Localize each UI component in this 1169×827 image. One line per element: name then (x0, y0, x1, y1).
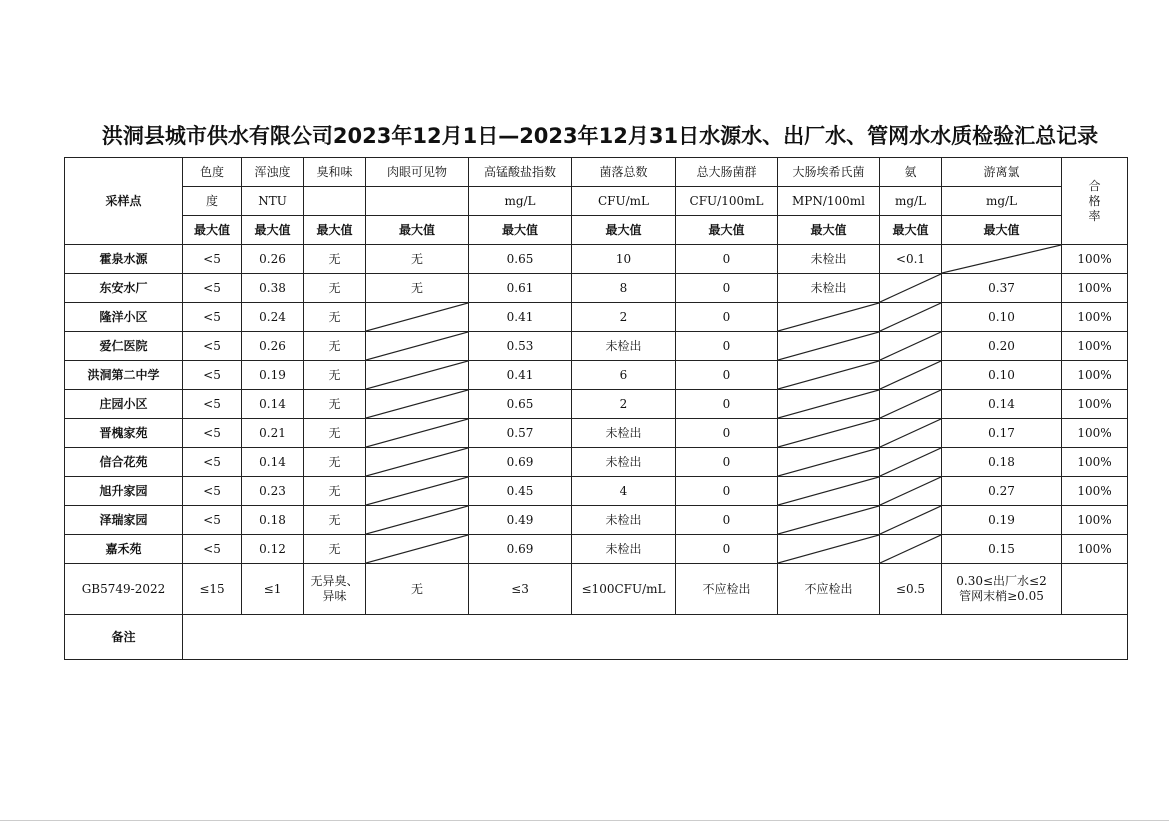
cell-coliform: 0 (676, 361, 778, 390)
not-applicable-cell (778, 535, 880, 564)
standard-permanganate: ≤3 (469, 564, 572, 615)
cell-chlorine: 0.18 (942, 448, 1062, 477)
diagonal-slash (880, 535, 941, 563)
cell-coliform: 0 (676, 390, 778, 419)
cell-turbidity: 0.18 (242, 506, 304, 535)
diagonal-slash (778, 303, 879, 331)
site-name: 旭升家园 (65, 477, 183, 506)
pass-rate: 100% (1062, 274, 1128, 303)
cell-permanganate: 0.49 (469, 506, 572, 535)
cell-colony: 未检出 (572, 419, 676, 448)
not-applicable-cell (880, 448, 942, 477)
pass-rate: 100% (1062, 506, 1128, 535)
site-header: 采样点 (65, 158, 183, 245)
cell-ecoli: 未检出 (778, 274, 880, 303)
cell-color: <5 (183, 303, 242, 332)
cell-chlorine: 0.15 (942, 535, 1062, 564)
site-name: 泽瑞家园 (65, 506, 183, 535)
param-unit: CFU/mL (572, 187, 676, 216)
diagonal-slash (880, 303, 941, 331)
cell-coliform: 0 (676, 477, 778, 506)
pass-rate: 100% (1062, 303, 1128, 332)
param-unit (304, 187, 366, 216)
not-applicable-cell (778, 419, 880, 448)
note-value (183, 615, 1128, 660)
page-title: 洪洞县城市供水有限公司2023年12月1日—2023年12月31日水源水、出厂水、管网水水质检验汇总记录 (101, 124, 1099, 148)
rate-header-char: 合 (1088, 178, 1101, 193)
param-stat: 最大值 (304, 216, 366, 245)
diagonal-slash (366, 535, 468, 563)
standard-turbidity: ≤1 (242, 564, 304, 615)
param-stat: 最大值 (183, 216, 242, 245)
note-label: 备注 (65, 615, 183, 660)
cell-chlorine: 0.10 (942, 303, 1062, 332)
diagonal-slash (778, 448, 879, 476)
cell-color: <5 (183, 419, 242, 448)
diagonal-slash (366, 506, 468, 534)
cell-turbidity: 0.12 (242, 535, 304, 564)
cell-coliform: 0 (676, 303, 778, 332)
diagonal-slash (880, 448, 941, 476)
standard-odor: 无异臭、异味 (304, 564, 366, 615)
diagonal-slash (880, 477, 941, 505)
diagonal-slash (778, 535, 879, 563)
standard-colony: ≤100CFU/mL (572, 564, 676, 615)
not-applicable-cell (366, 419, 469, 448)
cell-colony: 未检出 (572, 506, 676, 535)
cell-permanganate: 0.61 (469, 274, 572, 303)
cell-colony: 10 (572, 245, 676, 274)
pass-rate: 100% (1062, 477, 1128, 506)
diagonal-slash (880, 390, 941, 418)
diagonal-slash (366, 361, 468, 389)
cell-odor: 无 (304, 448, 366, 477)
site-name: 嘉禾苑 (65, 535, 183, 564)
param-name: 大肠埃希氏菌 (778, 158, 880, 187)
cell-permanganate: 0.69 (469, 448, 572, 477)
param-name: 浑浊度 (242, 158, 304, 187)
site-name: 隆洋小区 (65, 303, 183, 332)
not-applicable-cell (778, 332, 880, 361)
param-stat: 最大值 (942, 216, 1062, 245)
diagonal-slash (880, 332, 941, 360)
not-applicable-cell (366, 477, 469, 506)
not-applicable-cell (880, 535, 942, 564)
cell-color: <5 (183, 390, 242, 419)
param-stat: 最大值 (366, 216, 469, 245)
table-row (65, 448, 1128, 477)
diagonal-slash (880, 506, 941, 534)
cell-turbidity: 0.19 (242, 361, 304, 390)
cell-chlorine: 0.27 (942, 477, 1062, 506)
cell-permanganate: 0.53 (469, 332, 572, 361)
cell-odor: 无 (304, 419, 366, 448)
not-applicable-cell (942, 245, 1062, 274)
not-applicable-cell (778, 303, 880, 332)
note-row (65, 615, 1128, 660)
cell-color: <5 (183, 361, 242, 390)
table-row (65, 419, 1128, 448)
not-applicable-cell (880, 390, 942, 419)
cell-permanganate: 0.65 (469, 245, 572, 274)
not-applicable-cell (366, 448, 469, 477)
cell-odor: 无 (304, 477, 366, 506)
param-name: 肉眼可见物 (366, 158, 469, 187)
param-unit: 度 (183, 187, 242, 216)
table-row (65, 390, 1128, 419)
cell-odor: 无 (304, 303, 366, 332)
cell-colony: 8 (572, 274, 676, 303)
pass-rate: 100% (1062, 535, 1128, 564)
param-unit: CFU/100mL (676, 187, 778, 216)
cell-ammonia: <0.1 (880, 245, 942, 274)
cell-odor: 无 (304, 535, 366, 564)
site-name: 洪洞第二中学 (65, 361, 183, 390)
diagonal-slash (778, 332, 879, 360)
param-stat: 最大值 (676, 216, 778, 245)
diagonal-slash (880, 361, 941, 389)
cell-chlorine: 0.37 (942, 274, 1062, 303)
scan-edge-line (0, 820, 1169, 821)
cell-odor: 无 (304, 245, 366, 274)
cell-permanganate: 0.45 (469, 477, 572, 506)
param-unit (366, 187, 469, 216)
table-row (65, 361, 1128, 390)
not-applicable-cell (880, 332, 942, 361)
cell-coliform: 0 (676, 506, 778, 535)
cell-chlorine: 0.14 (942, 390, 1062, 419)
pass-rate: 100% (1062, 448, 1128, 477)
standard-row (65, 564, 1128, 615)
cell-ecoli: 未检出 (778, 245, 880, 274)
header-row-stat (65, 216, 1128, 245)
site-name: 信合花苑 (65, 448, 183, 477)
standard-coliform: 不应检出 (676, 564, 778, 615)
cell-permanganate: 0.65 (469, 390, 572, 419)
cell-coliform: 0 (676, 274, 778, 303)
site-name: 东安水厂 (65, 274, 183, 303)
not-applicable-cell (366, 303, 469, 332)
cell-chlorine: 0.17 (942, 419, 1062, 448)
not-applicable-cell (778, 477, 880, 506)
not-applicable-cell (366, 332, 469, 361)
cell-coliform: 0 (676, 448, 778, 477)
not-applicable-cell (880, 361, 942, 390)
rate-header (1062, 158, 1128, 245)
cell-chlorine: 0.20 (942, 332, 1062, 361)
pass-rate: 100% (1062, 390, 1128, 419)
diagonal-slash (366, 419, 468, 447)
not-applicable-cell (778, 390, 880, 419)
param-unit: MPN/100ml (778, 187, 880, 216)
pass-rate: 100% (1062, 245, 1128, 274)
cell-odor: 无 (304, 506, 366, 535)
param-unit: mg/L (469, 187, 572, 216)
cell-odor: 无 (304, 361, 366, 390)
cell-permanganate: 0.41 (469, 361, 572, 390)
cell-coliform: 0 (676, 332, 778, 361)
diagonal-slash (942, 245, 1061, 273)
param-name: 色度 (183, 158, 242, 187)
param-unit: NTU (242, 187, 304, 216)
table-row (65, 274, 1128, 303)
standard-chlorine-line: 管网末梢≥0.05 (959, 589, 1044, 603)
standard-rate (1062, 564, 1128, 615)
diagonal-slash (778, 419, 879, 447)
cell-turbidity: 0.26 (242, 245, 304, 274)
cell-color: <5 (183, 506, 242, 535)
diagonal-slash (366, 448, 468, 476)
not-applicable-cell (366, 506, 469, 535)
not-applicable-cell (366, 361, 469, 390)
cell-visible: 无 (366, 245, 469, 274)
table-row (65, 332, 1128, 361)
cell-odor: 无 (304, 274, 366, 303)
param-stat: 最大值 (469, 216, 572, 245)
not-applicable-cell (778, 361, 880, 390)
param-name: 氨 (880, 158, 942, 187)
header-row-units (65, 187, 1128, 216)
site-name: 爱仁医院 (65, 332, 183, 361)
rate-header-char: 格 (1088, 193, 1101, 208)
not-applicable-cell (880, 419, 942, 448)
cell-coliform: 0 (676, 419, 778, 448)
table-row (65, 477, 1128, 506)
cell-coliform: 0 (676, 245, 778, 274)
param-stat: 最大值 (778, 216, 880, 245)
table-row (65, 506, 1128, 535)
cell-turbidity: 0.38 (242, 274, 304, 303)
water-quality-table (64, 157, 1128, 660)
cell-turbidity: 0.14 (242, 390, 304, 419)
diagonal-slash (778, 390, 879, 418)
not-applicable-cell (880, 506, 942, 535)
cell-visible: 无 (366, 274, 469, 303)
cell-colony: 6 (572, 361, 676, 390)
param-stat: 最大值 (572, 216, 676, 245)
cell-colony: 未检出 (572, 535, 676, 564)
param-stat: 最大值 (880, 216, 942, 245)
cell-odor: 无 (304, 390, 366, 419)
table-row (65, 303, 1128, 332)
pass-rate: 100% (1062, 419, 1128, 448)
not-applicable-cell (880, 274, 942, 303)
header-row-names (65, 158, 1128, 187)
cell-coliform: 0 (676, 535, 778, 564)
diagonal-slash (366, 390, 468, 418)
param-stat: 最大值 (242, 216, 304, 245)
diagonal-slash (778, 361, 879, 389)
cell-color: <5 (183, 332, 242, 361)
cell-turbidity: 0.14 (242, 448, 304, 477)
cell-chlorine: 0.19 (942, 506, 1062, 535)
diagonal-slash (880, 419, 941, 447)
standard-name: GB5749-2022 (65, 564, 183, 615)
standard-ecoli: 不应检出 (778, 564, 880, 615)
cell-color: <5 (183, 245, 242, 274)
diagonal-slash (366, 303, 468, 331)
diagonal-slash (366, 477, 468, 505)
standard-visible: 无 (366, 564, 469, 615)
cell-permanganate: 0.57 (469, 419, 572, 448)
site-name: 庄园小区 (65, 390, 183, 419)
table-row (65, 535, 1128, 564)
cell-colony: 2 (572, 390, 676, 419)
cell-color: <5 (183, 535, 242, 564)
standard-ammonia: ≤0.5 (880, 564, 942, 615)
standard-chlorine (942, 564, 1062, 615)
cell-turbidity: 0.24 (242, 303, 304, 332)
not-applicable-cell (366, 390, 469, 419)
not-applicable-cell (778, 448, 880, 477)
site-name: 霍泉水源 (65, 245, 183, 274)
diagonal-slash (366, 332, 468, 360)
not-applicable-cell (880, 477, 942, 506)
param-name: 臭和味 (304, 158, 366, 187)
diagonal-slash (880, 274, 941, 302)
pass-rate: 100% (1062, 332, 1128, 361)
cell-odor: 无 (304, 332, 366, 361)
cell-colony: 4 (572, 477, 676, 506)
not-applicable-cell (880, 303, 942, 332)
not-applicable-cell (778, 506, 880, 535)
cell-colony: 未检出 (572, 448, 676, 477)
pass-rate: 100% (1062, 361, 1128, 390)
rate-header-char: 率 (1088, 208, 1101, 223)
param-unit: mg/L (880, 187, 942, 216)
cell-turbidity: 0.26 (242, 332, 304, 361)
diagonal-slash (778, 477, 879, 505)
cell-permanganate: 0.41 (469, 303, 572, 332)
cell-colony: 未检出 (572, 332, 676, 361)
cell-color: <5 (183, 477, 242, 506)
param-name: 游离氯 (942, 158, 1062, 187)
cell-colony: 2 (572, 303, 676, 332)
cell-chlorine: 0.10 (942, 361, 1062, 390)
not-applicable-cell (366, 535, 469, 564)
param-name: 菌落总数 (572, 158, 676, 187)
cell-turbidity: 0.21 (242, 419, 304, 448)
site-name: 晋槐家苑 (65, 419, 183, 448)
standard-chlorine-line: 0.30≤出厂水≤2 (956, 574, 1047, 588)
cell-color: <5 (183, 448, 242, 477)
param-name: 总大肠菌群 (676, 158, 778, 187)
standard-color: ≤15 (183, 564, 242, 615)
param-name: 高锰酸盐指数 (469, 158, 572, 187)
cell-turbidity: 0.23 (242, 477, 304, 506)
param-unit: mg/L (942, 187, 1062, 216)
diagonal-slash (778, 506, 879, 534)
cell-color: <5 (183, 274, 242, 303)
cell-permanganate: 0.69 (469, 535, 572, 564)
table-row (65, 245, 1128, 274)
